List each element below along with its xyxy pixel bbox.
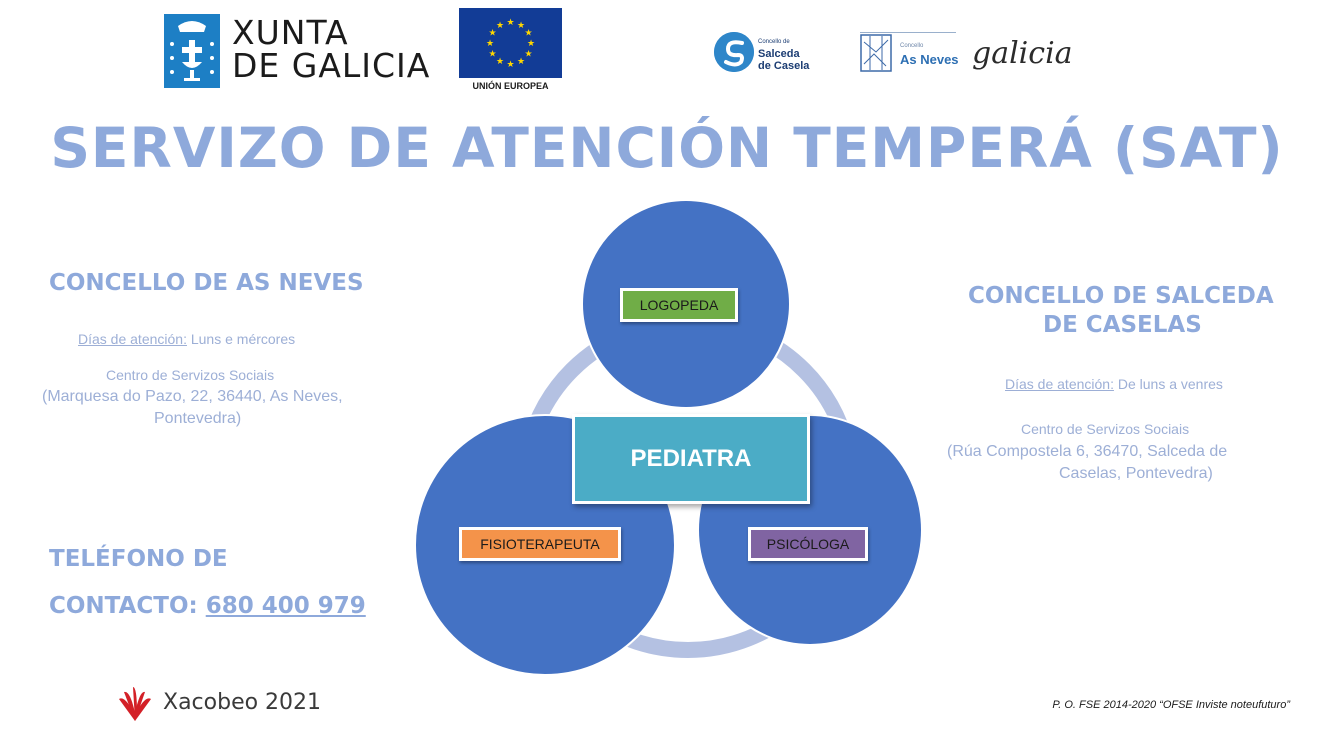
xacobeo-text: Xacobeo 2021 bbox=[163, 690, 322, 715]
salceda-centre: Centro de Servizos Sociais bbox=[1021, 421, 1190, 437]
contact-line1: TELÉFONO DE bbox=[49, 546, 228, 572]
phone-link[interactable]: 680 400 979 bbox=[205, 593, 366, 619]
svg-text:★: ★ bbox=[516, 21, 526, 31]
salceda-line1: Salceda bbox=[758, 48, 800, 60]
svg-text:★: ★ bbox=[485, 39, 495, 49]
salceda-days-value: De luns a venres bbox=[1113, 376, 1223, 392]
salceda-logo-icon bbox=[714, 32, 754, 72]
logopeda-label: LOGOPEDA bbox=[620, 288, 738, 322]
as-neves-address-line1: (Marquesa do Pazo, 22, 36440, As Neves, bbox=[42, 388, 343, 405]
salceda-small-text: Concello de bbox=[758, 39, 790, 45]
xunta-logo-icon bbox=[164, 14, 220, 88]
page-title: SERVIZO DE ATENCIÓN TEMPERÁ (SAT) bbox=[50, 116, 1284, 180]
neves-divider bbox=[860, 32, 956, 33]
svg-text:★: ★ bbox=[524, 49, 533, 60]
galicia-logo-text: galicia bbox=[972, 36, 1073, 71]
xunta-line2: DE GALICIA bbox=[232, 46, 431, 85]
salceda-days bbox=[1005, 376, 1223, 392]
salceda-days-label: Días de atención: bbox=[1005, 376, 1114, 392]
svg-text:★: ★ bbox=[495, 21, 505, 31]
footer-text: P. O. FSE 2014-2020 “OFSE Inviste noteufuturo” bbox=[1052, 699, 1290, 711]
svg-text:★: ★ bbox=[516, 57, 526, 67]
salceda-address-line2: Caselas, Pontevedra) bbox=[1059, 465, 1213, 482]
svg-text:★: ★ bbox=[506, 60, 515, 70]
neves-small-text: Concello bbox=[900, 43, 924, 49]
neves-name-text: As Neves bbox=[900, 52, 959, 67]
contact-prefix: CONTACTO: bbox=[49, 593, 206, 619]
as-neves-heading: CONCELLO DE AS NEVES bbox=[49, 270, 364, 296]
svg-text:★: ★ bbox=[488, 28, 497, 39]
as-neves-address-line2: Pontevedra) bbox=[154, 410, 242, 427]
xacobeo-logo-icon bbox=[115, 685, 155, 723]
as-neves-days-value: Luns e mércores bbox=[186, 331, 296, 347]
contact-line2 bbox=[49, 593, 366, 619]
as-neves-days bbox=[78, 331, 295, 347]
eu-label: UNIÓN EUROPEA bbox=[472, 81, 549, 91]
svg-text:★: ★ bbox=[488, 49, 497, 60]
salceda-heading-line1: CONCELLO DE SALCEDA bbox=[968, 283, 1274, 309]
salceda-heading-line2: DE CASELAS bbox=[1043, 312, 1202, 338]
as-neves-days-label: Días de atención: bbox=[78, 331, 187, 347]
as-neves-centre: Centro de Servizos Sociais bbox=[106, 367, 275, 383]
salceda-logo-text bbox=[758, 36, 809, 72]
xunta-line1: XUNTA bbox=[232, 13, 349, 52]
as-neves-logo-icon bbox=[860, 34, 892, 72]
salceda-address-line1: (Rúa Compostela 6, 36470, Salceda de bbox=[947, 443, 1228, 460]
svg-text:★: ★ bbox=[495, 57, 505, 67]
eu-flag-icon bbox=[459, 8, 562, 78]
psicologa-label: PSICÓLOGA bbox=[748, 527, 868, 561]
svg-text:★: ★ bbox=[506, 18, 515, 28]
svg-text:★: ★ bbox=[526, 39, 536, 49]
svg-text:★: ★ bbox=[524, 28, 533, 39]
salceda-line2: de Casela bbox=[758, 60, 810, 72]
xunta-logo-text bbox=[232, 13, 431, 85]
pediatra-label: PEDIATRA bbox=[572, 414, 810, 504]
fisioterapeuta-label: FISIOTERAPEUTA bbox=[459, 527, 621, 561]
